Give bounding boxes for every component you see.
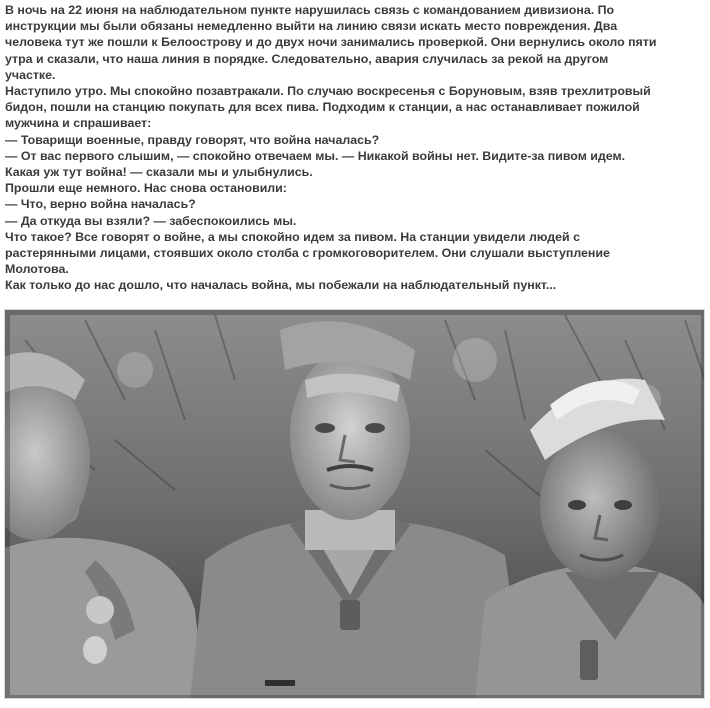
soldiers-photo-illustration [5, 310, 705, 699]
article-line: Прошли еще немного. Нас снова остановили: [5, 181, 287, 196]
article-line: В ночь на 22 июня на наблюдательном пункте нарушилась связь с командованием дивизиона. По [5, 3, 615, 17]
article-line: — Товарищи военные, правду говорят, что война началась? [5, 132, 380, 147]
article-line: бидон, пошли на станцию покупать для всех пива. Подходим к станции, а нас останавливает пожилой [5, 100, 640, 115]
article-line: Что такое? Все говорят о войне, а мы спокойно идем за пивом. На станции увидели людей с [5, 229, 580, 244]
article-line: Какая уж тут война! — сказали мы и улыбнулись. [5, 165, 313, 180]
article-line: мужчина и спрашивает: [5, 116, 152, 131]
article-text [5, 2, 705, 294]
article-line: утра и сказали, что наша линия в порядке. Следовательно, авария случилась за рекой на другом [5, 51, 609, 66]
article-line: Как только до нас дошло, что началась война, мы побежали на наблюдательный пункт... [5, 278, 557, 293]
article-line: — От вас первого слышим, — спокойно отвечаем мы. — Никакой войны нет. Видите-за пивом идем. [5, 148, 626, 163]
article-line: растерянными лицами, стоявших около столба с громкоговорителем. Они слушали выступление [5, 246, 610, 261]
article-line: Молотова. [5, 262, 69, 277]
article-line: Наступило утро. Мы спокойно позавтракали. По случаю воскресенья с Боруновым, взяв трехлитровый [5, 84, 651, 99]
article-line: участке. [5, 67, 56, 82]
soldiers-photo [4, 309, 705, 699]
article-line: человека тут же пошли к Белоострову и до двух ночи занимались проверкой. Они вернулись около пяти [5, 35, 657, 50]
article-line: инструкции мы были обязаны немедленно выйти на линию связи искать место повреждения. Два [5, 19, 618, 34]
article-line: — Что, верно война началась? [5, 197, 196, 212]
article-line: — Да откуда вы взяли? — забеспокоились мы. [5, 213, 297, 228]
